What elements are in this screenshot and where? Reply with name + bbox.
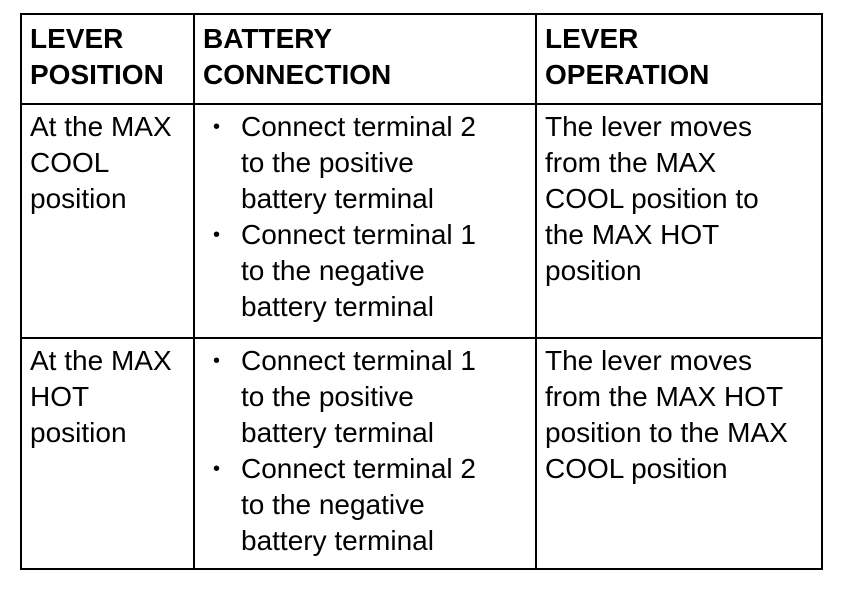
- list-item-line: Connect terminal 2: [241, 453, 477, 484]
- list-item: [203, 217, 527, 325]
- header-text-line: LEVER: [545, 23, 639, 54]
- list-item: [203, 343, 527, 451]
- list-item: [203, 451, 527, 559]
- cell-text-line: COOL position to: [545, 183, 759, 214]
- connection-list: [203, 109, 527, 325]
- cell-text-line: from the MAX: [545, 147, 717, 178]
- lever-operation-table: [20, 13, 823, 570]
- cell-text-line: position: [545, 255, 642, 286]
- cell-lever-operation: [536, 104, 822, 338]
- header-lever-position: [21, 14, 194, 104]
- bullet-icon: •: [213, 224, 221, 246]
- header-text-line: OPERATION: [545, 59, 710, 90]
- list-item-line: to the negative: [241, 255, 425, 286]
- cell-battery-connection: [194, 338, 536, 569]
- bullet-icon: •: [213, 350, 221, 372]
- list-item: [203, 109, 527, 217]
- header-battery-connection: [194, 14, 536, 104]
- table-row-max-cool: [21, 104, 822, 338]
- cell-text-line: The lever moves: [545, 345, 752, 376]
- list-item-line: battery terminal: [241, 417, 434, 448]
- cell-lever-operation: [536, 338, 822, 569]
- cell-lever-position: [21, 104, 194, 338]
- cell-text-line: from the MAX HOT: [545, 381, 784, 412]
- connection-list: [203, 343, 527, 559]
- header-row: [21, 14, 822, 104]
- cell-text-line: position: [30, 417, 127, 448]
- cell-text-line: The lever moves: [545, 111, 752, 142]
- list-item-line: to the positive: [241, 381, 414, 412]
- cell-text-line: the MAX HOT: [545, 219, 720, 250]
- list-item-line: battery terminal: [241, 525, 434, 556]
- header-text-line: LEVER: [30, 23, 124, 54]
- header-text-line: POSITION: [30, 59, 164, 90]
- list-item-line: to the negative: [241, 489, 425, 520]
- bullet-icon: •: [213, 458, 221, 480]
- header-text-line: BATTERY: [203, 23, 333, 54]
- cell-text-line: COOL: [30, 147, 110, 178]
- bullet-icon: •: [213, 116, 221, 138]
- list-item-line: battery terminal: [241, 291, 434, 322]
- cell-text-line: HOT: [30, 381, 90, 412]
- cell-text-line: At the MAX: [30, 111, 172, 142]
- list-item-line: to the positive: [241, 147, 414, 178]
- list-item-line: Connect terminal 2: [241, 111, 477, 142]
- header-lever-operation: [536, 14, 822, 104]
- list-item-line: Connect terminal 1: [241, 345, 477, 376]
- cell-text-line: At the MAX: [30, 345, 172, 376]
- list-item-line: battery terminal: [241, 183, 434, 214]
- table-row-max-hot: [21, 338, 822, 569]
- header-text-line: CONNECTION: [203, 59, 392, 90]
- list-item-line: Connect terminal 1: [241, 219, 477, 250]
- cell-text-line: COOL position: [545, 453, 728, 484]
- cell-battery-connection: [194, 104, 536, 338]
- cell-text-line: position to the MAX: [545, 417, 788, 448]
- cell-lever-position: [21, 338, 194, 569]
- cell-text-line: position: [30, 183, 127, 214]
